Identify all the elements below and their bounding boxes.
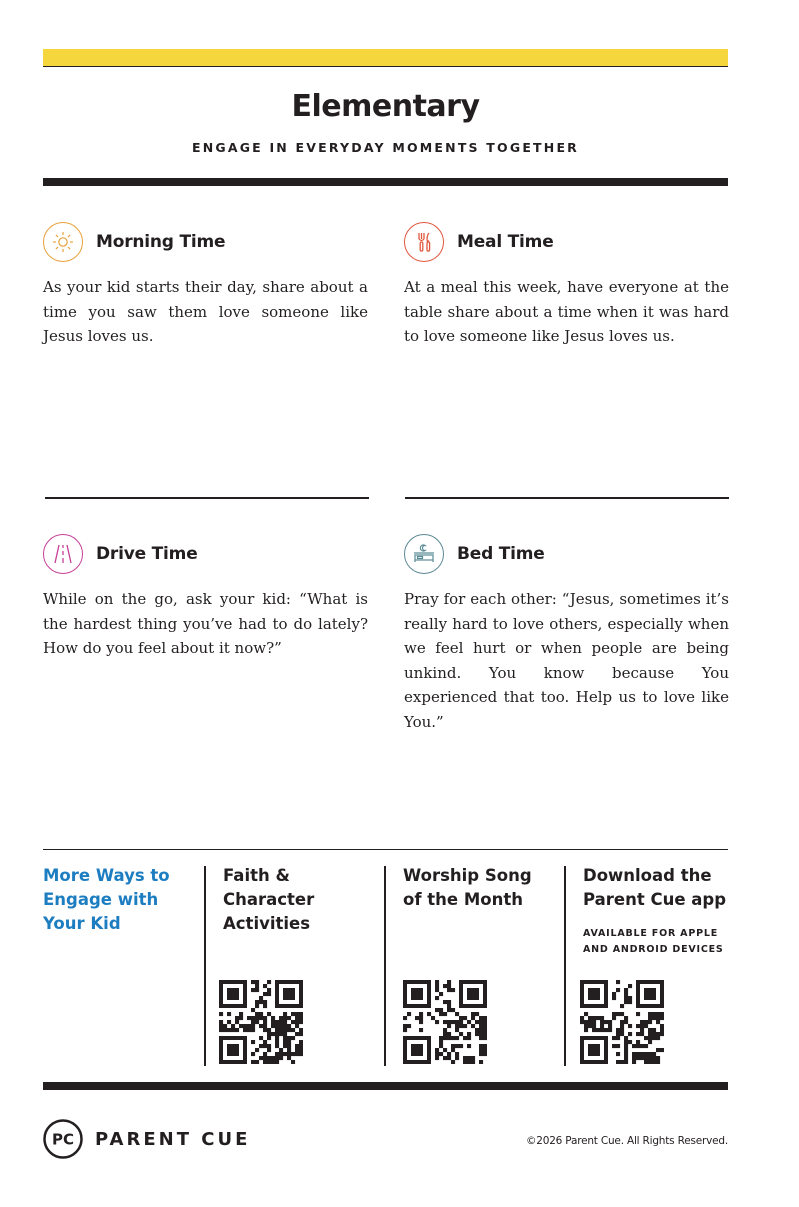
- page-title: Elementary: [291, 89, 480, 124]
- page-subtitle: ENGAGE IN EVERYDAY MOMENTS TOGETHER: [191, 140, 580, 155]
- road-icon: [43, 534, 83, 574]
- bed-moon-icon: [404, 534, 444, 574]
- qr-code-icon[interactable]: [219, 980, 303, 1064]
- card-body: At a meal this week, have everyone at the table share about a time when it was hard to love someone like Jesus loves us.: [404, 278, 729, 345]
- card-drive-time: [43, 532, 368, 661]
- utensils-icon: [404, 222, 444, 262]
- card-title: Morning Time: [96, 232, 226, 252]
- sun-icon: [43, 222, 83, 262]
- logo-wordmark: PARENT CUE: [95, 1128, 251, 1150]
- card-body: Pray for each other: “Jesus, sometimes it’s really hard to love others, especially when we feel hurt or when people are being unkind. You know because You experienced that too. Help us to love like You.”: [404, 590, 729, 731]
- parent-cue-logo: [43, 1119, 250, 1159]
- card-bed-time: [404, 532, 729, 734]
- card-title: Meal Time: [457, 232, 554, 252]
- column-divider: [384, 866, 386, 1066]
- app-availability-note: AVAILABLE FOR APPLE AND ANDROID DEVICES: [583, 928, 724, 955]
- accent-bar: [43, 49, 728, 67]
- resource-faith-activities-title: Faith & Character Activities: [223, 866, 315, 933]
- footer-thick-divider: [43, 1082, 728, 1090]
- card-meal-time: [404, 220, 729, 349]
- pc-logo-icon: [43, 1119, 83, 1159]
- copyright: ©2026 Parent Cue. All Rights Reserved.: [525, 1135, 728, 1147]
- column-divider: [564, 866, 566, 1066]
- card-title: Bed Time: [457, 544, 545, 564]
- footer-divider: [43, 849, 728, 850]
- section-divider: [405, 497, 729, 499]
- resource-app-title: Download the Parent Cue app: [583, 866, 727, 909]
- resource-worship-song-title: Worship Song of the Month: [403, 866, 532, 909]
- card-body: As your kid starts their day, share about a time you saw them love someone like Jesus loves us.: [43, 278, 368, 345]
- qr-code-icon[interactable]: [580, 980, 664, 1064]
- header-divider: [43, 178, 728, 186]
- svg-text:PC: PC: [51, 1130, 75, 1149]
- card-title: Drive Time: [96, 544, 198, 564]
- card-body: While on the go, ask your kid: “What is the hardest thing you’ve had to do lately? How do you feel about it now?”: [43, 590, 368, 657]
- section-divider: [45, 497, 369, 499]
- column-divider: [204, 866, 206, 1066]
- qr-code-icon[interactable]: [403, 980, 487, 1064]
- more-ways-heading: More Ways to Engage with Your Kid: [43, 866, 170, 933]
- card-morning-time: [43, 220, 368, 349]
